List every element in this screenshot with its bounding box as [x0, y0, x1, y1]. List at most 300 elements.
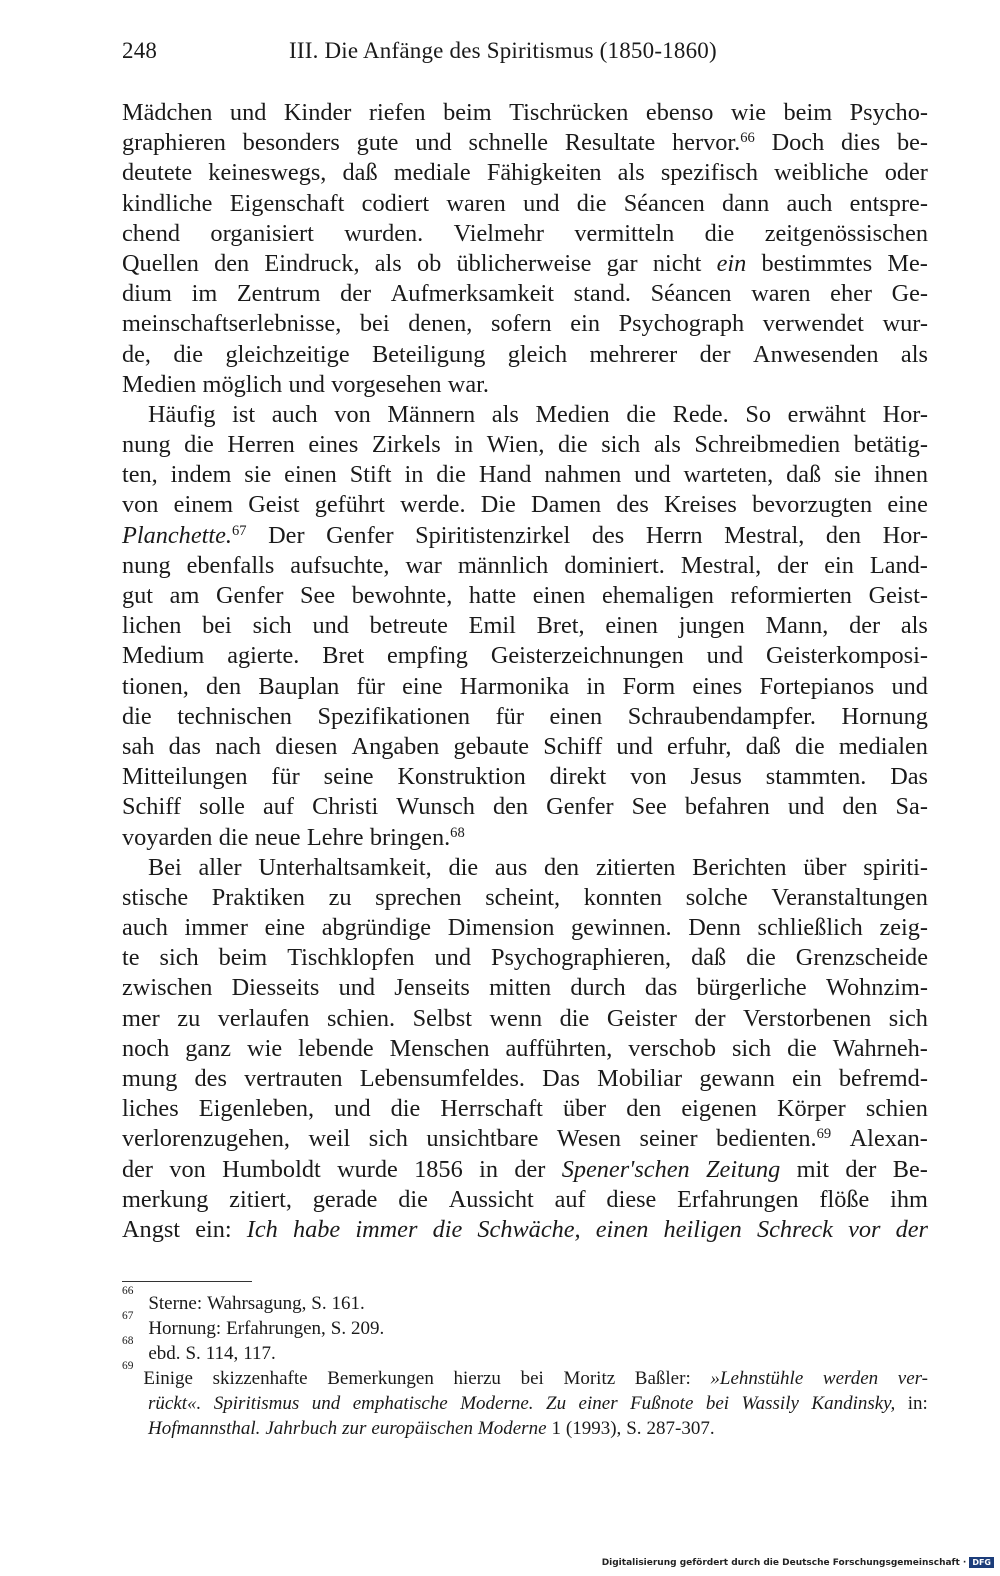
- word: wurde: [337, 1155, 398, 1183]
- word: Aussicht: [448, 1185, 534, 1213]
- word: für: [356, 672, 385, 700]
- text-line: [122, 400, 928, 430]
- word: Unterhaltsamkeit,: [258, 853, 432, 881]
- word: unsichtbare: [426, 1125, 539, 1153]
- text-line: [122, 340, 928, 370]
- word: Wahrsagung,: [207, 1293, 307, 1314]
- text-line: [122, 1185, 928, 1215]
- word: Medien: [122, 370, 197, 398]
- word: auf: [262, 793, 294, 821]
- word: Beteiligung: [372, 340, 486, 368]
- word: die: [557, 431, 588, 459]
- text-line: [122, 1004, 928, 1034]
- word: Wohnzim-: [825, 974, 928, 1002]
- word: ob: [416, 249, 442, 277]
- word: zeig-: [879, 914, 928, 942]
- word: vertrauten: [244, 1065, 343, 1092]
- word: einen: [284, 461, 337, 489]
- word: die: [436, 461, 466, 489]
- word: gut: [122, 582, 154, 609]
- text-line: [122, 189, 928, 219]
- word: 161.: [331, 1293, 365, 1314]
- word: die: [787, 1034, 817, 1062]
- word: gute: [356, 129, 399, 157]
- word: medialen: [838, 732, 928, 760]
- word: Stift: [349, 461, 392, 489]
- word: Moderne: [477, 1418, 547, 1439]
- word: der: [694, 1004, 726, 1032]
- word: Schreibmedien: [694, 431, 841, 459]
- word: Einige: [143, 1368, 193, 1389]
- word: abgründige: [321, 914, 432, 942]
- word: reformierten: [730, 582, 852, 609]
- text-line: [122, 641, 928, 671]
- word: Lehre: [306, 823, 364, 851]
- word: die: [432, 1215, 463, 1243]
- word: den: [544, 853, 580, 881]
- word: über: [803, 853, 847, 881]
- word: eines: [308, 431, 359, 459]
- word: neue: [254, 823, 301, 851]
- text-line: [122, 762, 928, 792]
- word: der: [845, 1155, 877, 1183]
- word: und: [706, 642, 744, 670]
- word: nung: [122, 431, 171, 459]
- word: Bauplan: [258, 672, 340, 700]
- word: eine: [264, 914, 306, 942]
- word: den: [206, 672, 242, 700]
- word: S.: [626, 1418, 642, 1439]
- word: werden: [822, 1368, 879, 1389]
- word: S.: [311, 1293, 327, 1314]
- word: Damen: [531, 491, 602, 519]
- word: männlich: [457, 551, 549, 579]
- word: aller: [198, 853, 242, 881]
- word: bürgerliche: [696, 974, 807, 1002]
- word: diese: [606, 1185, 657, 1213]
- word: die: [184, 431, 214, 459]
- word: direkt: [549, 763, 607, 791]
- word: am: [169, 582, 200, 609]
- word: Jesus: [690, 763, 742, 791]
- word: mit: [796, 1155, 830, 1183]
- word: auch: [122, 914, 168, 942]
- word: Medium: [122, 642, 205, 670]
- word: organisiert: [210, 219, 314, 247]
- word: sich: [888, 1004, 928, 1032]
- word: vor: [848, 1215, 881, 1243]
- word: der: [849, 612, 881, 640]
- word: gleich: [507, 340, 568, 368]
- word: einem: [173, 491, 234, 519]
- word: Harmonika: [459, 672, 570, 700]
- word: auch: [786, 189, 833, 217]
- text-line: [122, 702, 928, 732]
- text-line: [122, 1094, 928, 1124]
- word: Eindruck,: [264, 249, 360, 277]
- word: Fähigkeiten: [486, 159, 602, 187]
- word: Herrn: [645, 521, 703, 549]
- word: Geisterzeichnungen: [490, 642, 684, 670]
- word: Zeitung: [706, 1155, 781, 1183]
- word: die: [218, 823, 249, 851]
- word: stische: [122, 883, 189, 911]
- word: (1993),: [565, 1418, 622, 1439]
- word: 209.: [351, 1318, 385, 1339]
- word: Moritz: [563, 1368, 616, 1389]
- word: die: [173, 340, 204, 368]
- word: Grenzscheide: [795, 944, 928, 972]
- word: mediale: [393, 159, 471, 187]
- word: gar: [606, 249, 638, 277]
- word: verschob: [628, 1034, 716, 1062]
- word: Kinder: [283, 99, 352, 126]
- word: der: [699, 340, 731, 368]
- word: wie: [247, 1034, 283, 1062]
- word: S.: [185, 1343, 201, 1364]
- word: solche: [685, 883, 748, 911]
- footnote-line: [122, 1391, 928, 1416]
- word: Mitteilungen: [122, 763, 248, 791]
- word: nahmen: [544, 461, 622, 489]
- word: Sa-: [895, 793, 928, 821]
- word: 1856: [414, 1155, 463, 1183]
- footnote-line: [122, 1310, 928, 1341]
- word: ebd.: [148, 1343, 181, 1364]
- word: Schreck: [756, 1215, 833, 1243]
- word: Zu: [546, 1393, 567, 1414]
- word: war: [405, 551, 442, 579]
- word: wurden.: [344, 219, 424, 247]
- word: besonders: [242, 129, 340, 157]
- word: ein: [824, 551, 854, 579]
- word: Hor-: [882, 521, 928, 549]
- word: gewinnen.: [571, 914, 672, 942]
- word: nicht: [652, 249, 702, 277]
- word: Planchette.$^{67}$: [122, 521, 247, 549]
- word: Wunsch: [396, 793, 475, 821]
- word: Quellen: [122, 249, 199, 277]
- word: emphatische: [352, 1393, 448, 1414]
- word: lichen: [122, 612, 182, 640]
- word: Mobiliar: [597, 1065, 683, 1092]
- digitization-credit: [602, 1557, 994, 1568]
- text-line: [122, 219, 928, 249]
- word: daß: [745, 732, 781, 760]
- word: nach: [215, 732, 262, 760]
- word: 117.: [243, 1343, 276, 1364]
- word: als: [653, 431, 681, 459]
- word: ganz: [185, 1034, 232, 1062]
- footnotes: [122, 1285, 928, 1441]
- word: warteten,: [683, 461, 774, 489]
- word: Eigenleben,: [198, 1095, 315, 1123]
- word: Geist: [248, 491, 300, 519]
- word: Schraubendampfer.: [627, 702, 816, 730]
- word: lebende: [298, 1034, 374, 1062]
- word: Spiritismus: [213, 1393, 300, 1414]
- word: Fußnote: [630, 1393, 694, 1414]
- word: See: [300, 582, 336, 609]
- text-line: [122, 460, 928, 490]
- word: sich: [601, 431, 641, 459]
- word: Die: [480, 491, 516, 519]
- word: und: [229, 99, 267, 126]
- text-line: [122, 792, 928, 822]
- word: in: [479, 1155, 498, 1183]
- word: beim: [783, 99, 833, 126]
- word: Verstorbenen: [743, 1004, 872, 1032]
- word: bringen.$^{68}$: [369, 823, 465, 851]
- word: Hofmannsthal.: [148, 1418, 261, 1439]
- word: bei: [359, 310, 390, 338]
- word: Mestral,: [724, 521, 805, 549]
- word: auch: [271, 400, 318, 428]
- word: eine: [887, 491, 928, 519]
- word: kindliche: [122, 189, 213, 217]
- word: dann: [722, 189, 770, 217]
- word: eigenen: [681, 1095, 757, 1123]
- word: Ich: [246, 1215, 278, 1243]
- word: der: [122, 1155, 154, 1183]
- text-line: [122, 1034, 928, 1064]
- word: und: [334, 1095, 371, 1123]
- word: und: [288, 370, 325, 398]
- word: keineswegs,: [208, 159, 327, 187]
- word: von: [169, 1155, 206, 1183]
- word: sie: [244, 461, 272, 489]
- word: Humboldt: [222, 1155, 321, 1183]
- word: den: [842, 793, 878, 821]
- word: liches: [122, 1095, 179, 1123]
- word: gebaute: [453, 732, 530, 760]
- word: Emil: [468, 612, 516, 640]
- word: Das: [890, 763, 928, 791]
- word: ein: [716, 249, 747, 277]
- text-line: [122, 521, 928, 551]
- word: sie: [834, 461, 862, 489]
- word: Angst: [122, 1215, 181, 1243]
- word: Hornung:: [148, 1318, 222, 1339]
- word: Wahrneh-: [832, 1034, 928, 1062]
- word: 1: [551, 1418, 561, 1439]
- word: Christi: [312, 793, 379, 821]
- word: See: [631, 793, 667, 821]
- word: Angaben: [351, 732, 440, 760]
- word: ver-: [897, 1368, 928, 1389]
- word: Hornung: [841, 702, 928, 730]
- word: und: [891, 672, 928, 700]
- word: Menschen: [389, 1034, 490, 1062]
- word: bei: [705, 1393, 730, 1414]
- word: in: [586, 672, 606, 700]
- word: de,: [122, 340, 152, 368]
- word: Eigenschaft: [229, 189, 345, 217]
- word: Rede.: [672, 400, 729, 428]
- word: vermitteln: [574, 219, 675, 247]
- word: sah: [122, 732, 155, 760]
- word: Zirkels: [371, 431, 441, 459]
- word: die: [746, 944, 776, 972]
- footnote-rule: [122, 1281, 252, 1282]
- word: die: [626, 400, 657, 428]
- footnote-line: [122, 1335, 928, 1366]
- word: flöße: [819, 1185, 870, 1213]
- word: Geisterkomposi-: [766, 642, 928, 670]
- word: zur: [342, 1418, 367, 1439]
- word: Psycho-: [849, 99, 928, 126]
- word: seiner: [639, 1125, 698, 1153]
- word: geführt: [314, 491, 385, 519]
- word: konnten: [583, 883, 663, 911]
- word: dies: [841, 129, 881, 157]
- word: daß: [342, 159, 378, 187]
- word: sofern: [490, 310, 552, 338]
- word: stammten.: [765, 763, 867, 791]
- word: So: [745, 400, 771, 428]
- word: Schiff: [543, 732, 603, 760]
- word: aufsuchte,: [290, 551, 390, 579]
- word: die: [704, 219, 735, 247]
- word: Denn: [688, 914, 741, 942]
- word: te: [122, 944, 140, 972]
- word: Genfer: [546, 793, 614, 821]
- word: Dimension: [447, 914, 555, 942]
- word: betätig-: [853, 431, 928, 459]
- word: ihnen: [873, 461, 928, 489]
- word: für: [271, 763, 300, 791]
- word: Diesseits: [231, 974, 320, 1002]
- word: den: [626, 1095, 662, 1123]
- word: ten,: [122, 461, 158, 489]
- word: einen: [595, 1215, 649, 1243]
- word: von: [630, 763, 667, 791]
- word: daß: [786, 461, 822, 489]
- word: deutete: [122, 159, 193, 187]
- text-line: [122, 943, 928, 973]
- word: ein: [570, 310, 600, 338]
- word: Anwesenden: [753, 340, 879, 368]
- word: be-: [896, 129, 928, 157]
- word: die: [390, 1095, 421, 1123]
- word: einer: [578, 1393, 618, 1414]
- text-line: [122, 279, 928, 309]
- text-line: [122, 309, 928, 339]
- word: Bei: [148, 853, 182, 881]
- word: meinschaftserlebnisse,: [122, 310, 342, 338]
- word: beim: [443, 99, 492, 126]
- word: sich: [252, 612, 292, 640]
- word: Der: [268, 521, 305, 549]
- word: Wien,: [486, 431, 545, 459]
- text-line: [122, 611, 928, 641]
- text-line: [122, 672, 928, 702]
- word: einen: [605, 612, 658, 640]
- word: bei: [520, 1368, 544, 1389]
- word: weil: [308, 1125, 351, 1153]
- text-line: [122, 98, 928, 128]
- word: war.: [447, 370, 489, 398]
- text-line: [122, 823, 928, 853]
- word: Genfer: [215, 582, 284, 609]
- word: Doch: [771, 129, 825, 157]
- word: erwähnt: [787, 400, 866, 428]
- word: sich: [731, 1034, 772, 1062]
- word: auf: [554, 1185, 586, 1213]
- word: von: [334, 400, 371, 428]
- word: spiriti-: [863, 853, 928, 881]
- word: Baßler:: [634, 1368, 691, 1389]
- word: eine: [402, 672, 443, 700]
- word: indem: [170, 461, 232, 489]
- word: zu: [328, 883, 352, 911]
- word: Kandinsky,: [811, 1393, 896, 1414]
- word: entspre-: [849, 189, 928, 217]
- word: habe: [292, 1215, 341, 1243]
- word: Zentrum: [236, 280, 321, 308]
- word: schnelle: [468, 129, 549, 157]
- word: die: [559, 1004, 590, 1032]
- word: zwischen: [122, 974, 213, 1002]
- word: Form: [622, 672, 676, 700]
- text-line: [122, 853, 928, 883]
- text-line: [122, 128, 928, 158]
- word: spezifisch: [660, 159, 758, 187]
- word: bevorzugten: [752, 491, 873, 519]
- word: seine: [323, 763, 374, 791]
- text-line: [122, 430, 928, 460]
- footnote-number: 66: [122, 1285, 134, 1297]
- word: Be-: [892, 1155, 928, 1183]
- word: ist: [232, 400, 256, 428]
- word: Spiritistenzirkel: [415, 521, 571, 549]
- word: Medien: [535, 400, 610, 428]
- word: Tischklopfen: [287, 944, 415, 972]
- word: Wassily: [741, 1393, 799, 1414]
- word: Séancen: [650, 280, 732, 308]
- word: gerade: [312, 1185, 378, 1213]
- word: über: [562, 1095, 607, 1123]
- word: tionen,: [122, 672, 189, 700]
- word: Moderne.: [460, 1393, 534, 1414]
- word: merkung: [122, 1185, 209, 1213]
- word: Psychographieren,: [490, 944, 672, 972]
- text-line: [122, 1215, 928, 1245]
- word: des: [194, 1065, 227, 1092]
- word: Konstruktion: [397, 763, 526, 791]
- word: Séancen: [623, 189, 705, 217]
- text-line: [122, 1064, 928, 1094]
- word: beim: [218, 944, 268, 972]
- word: eher: [830, 280, 872, 308]
- word: Ge-: [891, 280, 928, 308]
- word: Me-: [887, 249, 928, 277]
- word: mehrerer: [589, 340, 678, 368]
- word: Hand: [478, 461, 532, 489]
- word: Kreises: [664, 491, 737, 519]
- word: die: [448, 853, 479, 881]
- word: Bret: [322, 642, 365, 670]
- word: gleichzeitige: [225, 340, 350, 368]
- word: und: [634, 461, 671, 489]
- word: Häufig: [148, 400, 216, 428]
- word: 114,: [205, 1343, 239, 1364]
- word: rückt«.: [148, 1393, 202, 1414]
- word: einen: [549, 702, 603, 730]
- word: Resultate: [564, 129, 656, 157]
- word: Selbst: [412, 1004, 473, 1032]
- word: Sterne:: [148, 1293, 203, 1314]
